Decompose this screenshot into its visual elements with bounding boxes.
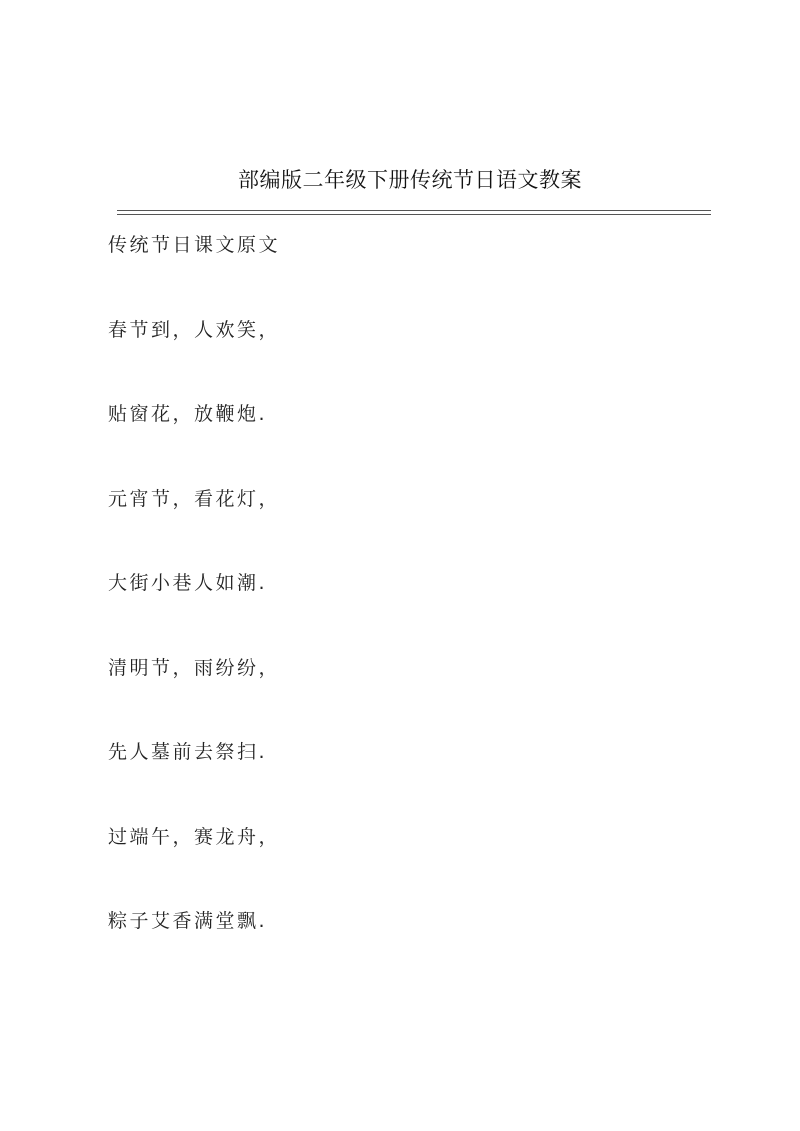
title-divider-bottom xyxy=(117,214,711,215)
text-line: 清明节，雨纷纷， xyxy=(108,656,281,679)
text-line: 大街小巷人如潮. xyxy=(108,572,268,594)
text-line: 春节到，人欢笑， xyxy=(108,318,281,341)
document-title: 部编版二年级下册传统节日语文教案 xyxy=(238,168,582,192)
title-divider-top xyxy=(117,210,711,211)
text-line: 粽子艾香满堂飘. xyxy=(108,910,268,932)
text-line: 先人墓前去祭扫. xyxy=(108,741,268,763)
text-line: 元宵节，看花灯， xyxy=(108,487,281,510)
text-body xyxy=(108,228,280,989)
text-line: 贴窗花，放鞭炮. xyxy=(108,403,268,425)
section-heading: 传统节日课文原文 xyxy=(108,234,281,256)
text-line: 过端午，赛龙舟， xyxy=(108,825,281,848)
